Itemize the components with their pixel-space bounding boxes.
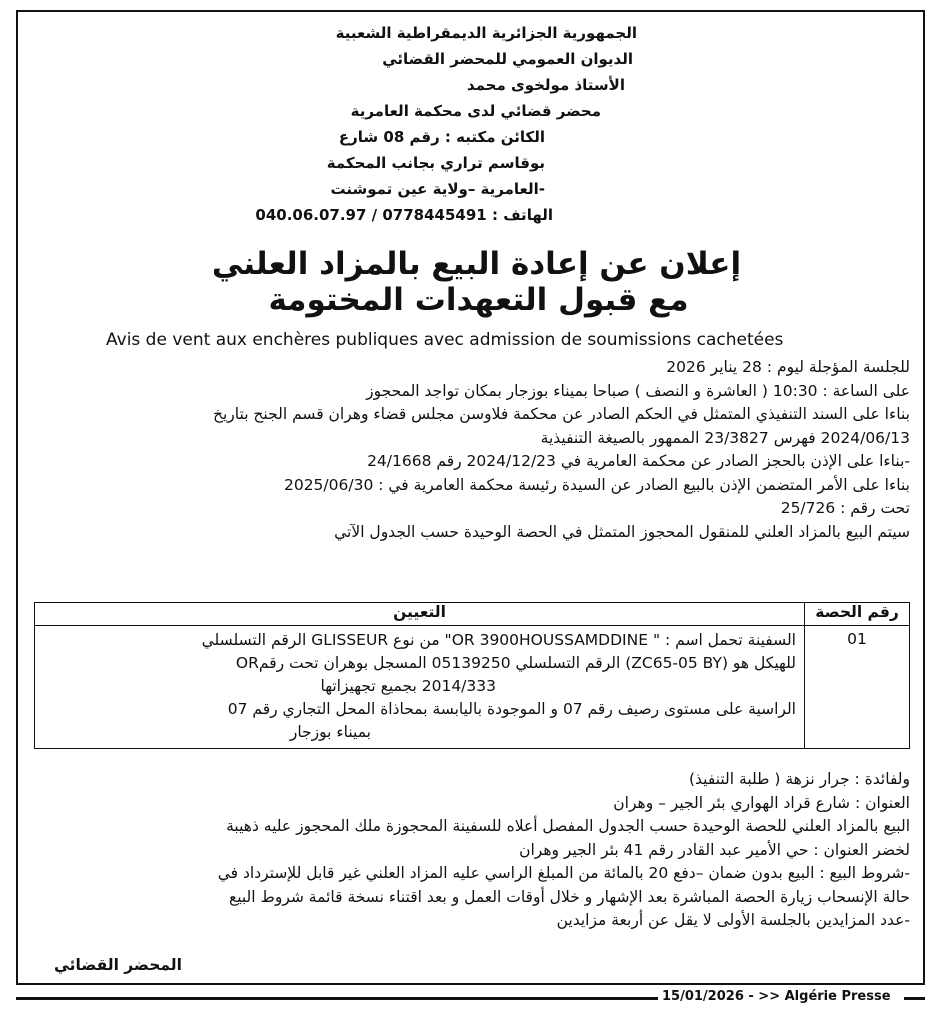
bidders-line: -عدد المزايدين بالجلسة الأولى لا يقل عن أربعة مزايدين	[556, 911, 910, 929]
lot-number-cell: 01	[805, 626, 910, 749]
header-line-address-1: الكائن مكتبه : رقم 08 شارع	[338, 128, 545, 146]
column-header-lot-number: رقم الحصة	[805, 603, 910, 626]
header-line-name: الأستاذ مولخوى محمد	[466, 76, 625, 94]
french-title: Avis de vent aux enchères publiques avec admission de soumissions cachetées	[106, 330, 784, 350]
debtor-address-line: لخضر العنوان : حي الأمير عبد القادر رقم 41 بئر الجير وهران	[519, 840, 910, 859]
conditions-line: حالة الإنسحاب زيارة الحصة المباشرة بعد الإشهار و خلال أوقات العمل و بعد اقتناء نسخة قائمة شروط البيع	[228, 887, 910, 906]
body-line: على الساعة : 10:30 ( العاشرة و النصف ) صباحا بميناء بوزجار بمكان تواجد المحجوز	[366, 381, 910, 400]
header-line-address-2: بوقاسم تراري بجانب المحكمة	[326, 154, 545, 172]
designation-line: للهيكل هو (ZC65-05 BY) الرقم التسلسلي 05139250 المسجل بوهران تحت رقمOR	[235, 654, 796, 672]
body-line: بناءا على الأمر المتضمن الإذن بالبيع الصادر عن السيدة رئيسة محكمة العامرية في : 2025/06/30	[283, 475, 910, 494]
designation-line: السفينة تحمل اسم : " OR 3900HOUSSAMDDINE" من نوع GLISSEUR الرقم التسلسلي	[201, 631, 796, 649]
footer-rule-left	[16, 997, 658, 1000]
sale-conditions	[30, 768, 910, 933]
header-line-office: الديوان العمومي للمحضر القضائي	[382, 50, 633, 68]
body-line: للجلسة المؤجلة ليوم : 28 يناير 2026	[666, 358, 910, 376]
column-header-designation: التعيين	[35, 603, 805, 626]
designation-cell	[35, 626, 805, 749]
footer-text: 15/01/2026 - >> Algérie Presse	[662, 989, 891, 1004]
designation-line: بميناء بوزجار	[289, 723, 371, 741]
notice-title: إعلان عن إعادة البيع بالمزاد العلني	[211, 246, 742, 282]
body-line: سيتم البيع بالمزاد العلني للمنقول المحجوز المتمثل في الحصة الوحيدة حسب الجدول الآتي	[334, 522, 910, 541]
signature: المحضر القضائي	[54, 956, 182, 974]
notice-body	[30, 356, 910, 544]
publication-footer	[16, 988, 925, 1008]
body-line: 2024/06/13 فهرس 23/3827 الممهور بالصيغة التنفيذية	[540, 428, 910, 447]
beneficiary-line: ولفائدة : جرار نزهة ( طلبة التنفيذ)	[689, 770, 910, 788]
footer-rule-right	[904, 997, 925, 1000]
header-line-address-3: -العامرية –ولاية عين تموشنت	[330, 180, 545, 198]
header-line-phone: الهاتف : 0778445491 / 040.06.07.97	[255, 206, 553, 224]
header-line-role: محضر قضائي لدى محكمة العامرية	[350, 102, 601, 120]
body-line: -بناءا على الإذن بالحجز الصادر عن محكمة العامرية في 2024/12/23 رقم 24/1668	[367, 452, 910, 470]
address-line: العنوان : شارع قراد الهواري بئر الجير – وهران	[613, 793, 910, 812]
sale-line: البيع بالمزاد العلني للحصة الوحيدة حسب الجدول المفصل أعلاه للسفينة المحجوزة ملك المحجوز عليه ذهيبة	[226, 817, 910, 835]
designation-line: 2014/333 بجميع تجهيزاتها	[320, 677, 496, 695]
table-row	[35, 626, 910, 749]
designation-line: الراسية على مستوى رصيف رقم 07 و الموجودة باليابسة بمحاذاة المحل التجاري رقم 07	[227, 700, 796, 718]
lot-table	[34, 602, 910, 749]
body-line: تحت رقم : 25/726	[780, 499, 910, 517]
issuer-header	[237, 20, 637, 228]
table-header-row	[35, 603, 910, 626]
notice-subtitle: مع قبول التعهدات المختومة	[268, 282, 689, 318]
header-line-republic: الجمهورية الجزائرية الديمقراطية الشعبية	[335, 24, 637, 42]
conditions-line: -شروط البيع : البيع بدون ضمان –دفع 20 بالمائة من المبلغ الراسي عليه المزاد العلني غير قابل للإسترداد في	[217, 864, 910, 882]
body-line: بناءا على السند التنفيذي المتمثل في الحكم الصادر عن محكمة فلاوسن مجلس قضاء وهران قسم الجنح بتاريخ	[212, 405, 910, 423]
